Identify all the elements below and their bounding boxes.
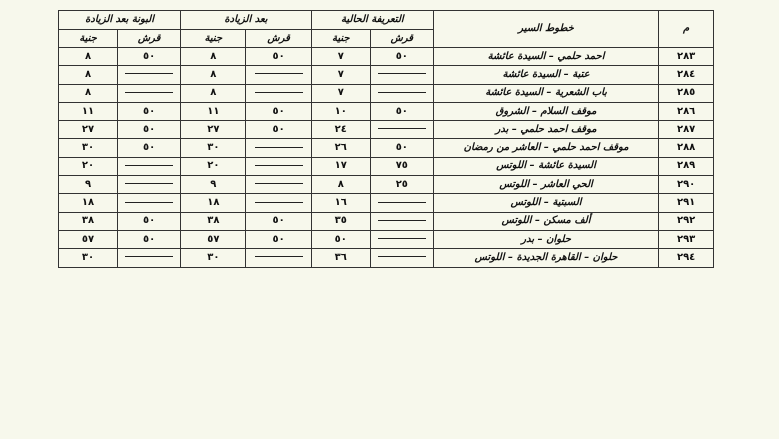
pass-pounds-cell: ٨ xyxy=(59,84,118,102)
pass-piasters-cell: ٥٠ xyxy=(118,102,181,120)
empty-dash xyxy=(378,256,426,257)
serial-cell: ٢٨٧ xyxy=(659,121,714,139)
increase-pounds-cell: ٥٧ xyxy=(181,230,246,248)
route-cell: حلوان – القاهرة الجديدة – اللوتس xyxy=(433,249,658,267)
route-cell: عتبة – السيدة عائشة xyxy=(433,66,658,84)
serial-cell: ٢٩٤ xyxy=(659,249,714,267)
table-row xyxy=(59,48,714,66)
pass-piasters-cell: ٥٠ xyxy=(118,139,181,157)
header-serial: م xyxy=(659,11,714,48)
increase-pounds-cell: ٨ xyxy=(181,48,246,66)
current-pounds-cell: ٧ xyxy=(311,48,370,66)
table-row xyxy=(59,102,714,120)
route-cell: باب الشعرية – السيدة عائشة xyxy=(433,84,658,102)
increase-piasters-cell xyxy=(246,249,311,267)
table-row xyxy=(59,230,714,248)
empty-dash xyxy=(125,202,173,203)
current-piasters-cell xyxy=(370,66,433,84)
current-piasters-cell: ٥٠ xyxy=(370,48,433,66)
pass-pounds-cell: ٥٧ xyxy=(59,230,118,248)
increase-pounds-cell: ٨ xyxy=(181,66,246,84)
current-piasters-cell xyxy=(370,121,433,139)
increase-piasters-cell xyxy=(246,139,311,157)
table-row xyxy=(59,157,714,175)
fare-table xyxy=(58,10,714,268)
current-pounds-cell: ١٠ xyxy=(311,102,370,120)
empty-dash xyxy=(378,202,426,203)
current-pounds-cell: ٢٤ xyxy=(311,121,370,139)
increase-piasters-cell xyxy=(246,66,311,84)
header-pounds: جنية xyxy=(311,30,370,48)
empty-dash xyxy=(255,147,303,148)
pass-piasters-cell xyxy=(118,84,181,102)
empty-dash xyxy=(125,92,173,93)
increase-piasters-cell xyxy=(246,157,311,175)
serial-cell: ٢٩٠ xyxy=(659,176,714,194)
empty-dash xyxy=(255,92,303,93)
pass-piasters-cell xyxy=(118,249,181,267)
current-pounds-cell: ٣٦ xyxy=(311,249,370,267)
route-cell: الحي العاشر – اللوتس xyxy=(433,176,658,194)
increase-pounds-cell: ١٨ xyxy=(181,194,246,212)
header-route: خطوط السير xyxy=(433,11,658,48)
empty-dash xyxy=(125,165,173,166)
increase-piasters-cell xyxy=(246,176,311,194)
table-row xyxy=(59,66,714,84)
header-pass-after-increase: البونة بعد الزيادة xyxy=(59,11,181,30)
current-pounds-cell: ١٧ xyxy=(311,157,370,175)
table-row xyxy=(59,84,714,102)
pass-pounds-cell: ٨ xyxy=(59,48,118,66)
serial-cell: ٢٨٣ xyxy=(659,48,714,66)
table-row xyxy=(59,176,714,194)
header-pounds: جنية xyxy=(181,30,246,48)
route-cell: ألف مسكن – اللوتس xyxy=(433,212,658,230)
serial-cell: ٢٨٤ xyxy=(659,66,714,84)
empty-dash xyxy=(255,165,303,166)
route-cell: موقف احمد حلمي – بدر xyxy=(433,121,658,139)
increase-pounds-cell: ٣٨ xyxy=(181,212,246,230)
current-pounds-cell: ١٦ xyxy=(311,194,370,212)
pass-pounds-cell: ٣٠ xyxy=(59,139,118,157)
serial-cell: ٢٨٨ xyxy=(659,139,714,157)
increase-piasters-cell: ٥٠ xyxy=(246,212,311,230)
serial-cell: ٢٩١ xyxy=(659,194,714,212)
pass-pounds-cell: ٣٨ xyxy=(59,212,118,230)
header-piasters: قرش xyxy=(370,30,433,48)
current-piasters-cell: ٥٠ xyxy=(370,139,433,157)
serial-cell: ٢٨٩ xyxy=(659,157,714,175)
increase-pounds-cell: ٩ xyxy=(181,176,246,194)
table-row xyxy=(59,194,714,212)
serial-cell: ٢٩٢ xyxy=(659,212,714,230)
increase-piasters-cell xyxy=(246,84,311,102)
empty-dash xyxy=(125,256,173,257)
current-pounds-cell: ٣٥ xyxy=(311,212,370,230)
pass-piasters-cell xyxy=(118,194,181,212)
current-pounds-cell: ٢٦ xyxy=(311,139,370,157)
current-piasters-cell: ٥٠ xyxy=(370,102,433,120)
table-row xyxy=(59,139,714,157)
pass-piasters-cell: ٥٠ xyxy=(118,48,181,66)
increase-piasters-cell: ٥٠ xyxy=(246,230,311,248)
increase-pounds-cell: ٣٠ xyxy=(181,139,246,157)
empty-dash xyxy=(255,73,303,74)
increase-pounds-cell: ٣٠ xyxy=(181,249,246,267)
pass-piasters-cell xyxy=(118,176,181,194)
empty-dash xyxy=(378,220,426,221)
pass-piasters-cell: ٥٠ xyxy=(118,121,181,139)
table-row xyxy=(59,249,714,267)
increase-pounds-cell: ٢٠ xyxy=(181,157,246,175)
current-piasters-cell xyxy=(370,194,433,212)
current-piasters-cell: ٧٥ xyxy=(370,157,433,175)
current-piasters-cell: ٢٥ xyxy=(370,176,433,194)
empty-dash xyxy=(378,92,426,93)
empty-dash xyxy=(255,256,303,257)
table-row xyxy=(59,212,714,230)
pass-pounds-cell: ٣٠ xyxy=(59,249,118,267)
header-piasters: قرش xyxy=(118,30,181,48)
increase-pounds-cell: ١١ xyxy=(181,102,246,120)
increase-piasters-cell: ٥٠ xyxy=(246,102,311,120)
empty-dash xyxy=(378,128,426,129)
pass-pounds-cell: ٢٧ xyxy=(59,121,118,139)
header-pounds: جنية xyxy=(59,30,118,48)
serial-cell: ٢٩٣ xyxy=(659,230,714,248)
header-current-fare: التعريفة الحالية xyxy=(311,11,433,30)
table-row xyxy=(59,121,714,139)
empty-dash xyxy=(125,183,173,184)
pass-piasters-cell xyxy=(118,66,181,84)
current-pounds-cell: ٧ xyxy=(311,66,370,84)
current-pounds-cell: ٧ xyxy=(311,84,370,102)
empty-dash xyxy=(125,73,173,74)
current-pounds-cell: ٨ xyxy=(311,176,370,194)
route-cell: موقف احمد حلمي – العاشر من رمضان xyxy=(433,139,658,157)
pass-pounds-cell: ٨ xyxy=(59,66,118,84)
empty-dash xyxy=(255,202,303,203)
increase-piasters-cell xyxy=(246,194,311,212)
pass-piasters-cell xyxy=(118,157,181,175)
fare-rows xyxy=(59,48,714,268)
pass-piasters-cell: ٥٠ xyxy=(118,230,181,248)
empty-dash xyxy=(255,183,303,184)
current-pounds-cell: ٥٠ xyxy=(311,230,370,248)
route-cell: حلوان – بدر xyxy=(433,230,658,248)
pass-piasters-cell: ٥٠ xyxy=(118,212,181,230)
serial-cell: ٢٨٥ xyxy=(659,84,714,102)
current-piasters-cell xyxy=(370,84,433,102)
current-piasters-cell xyxy=(370,249,433,267)
route-cell: السبتية – اللوتس xyxy=(433,194,658,212)
route-cell: احمد حلمي – السيدة عائشة xyxy=(433,48,658,66)
pass-pounds-cell: ٩ xyxy=(59,176,118,194)
increase-pounds-cell: ٨ xyxy=(181,84,246,102)
increase-piasters-cell: ٥٠ xyxy=(246,48,311,66)
serial-cell: ٢٨٦ xyxy=(659,102,714,120)
pass-pounds-cell: ١٨ xyxy=(59,194,118,212)
route-cell: موقف السلام – الشروق xyxy=(433,102,658,120)
increase-piasters-cell: ٥٠ xyxy=(246,121,311,139)
header-piasters: قرش xyxy=(246,30,311,48)
pass-pounds-cell: ٢٠ xyxy=(59,157,118,175)
empty-dash xyxy=(378,73,426,74)
increase-pounds-cell: ٢٧ xyxy=(181,121,246,139)
header-after-increase: بعد الزيادة xyxy=(181,11,312,30)
current-piasters-cell xyxy=(370,230,433,248)
route-cell: السيدة عائشة – اللوتس xyxy=(433,157,658,175)
current-piasters-cell xyxy=(370,212,433,230)
empty-dash xyxy=(378,238,426,239)
pass-pounds-cell: ١١ xyxy=(59,102,118,120)
